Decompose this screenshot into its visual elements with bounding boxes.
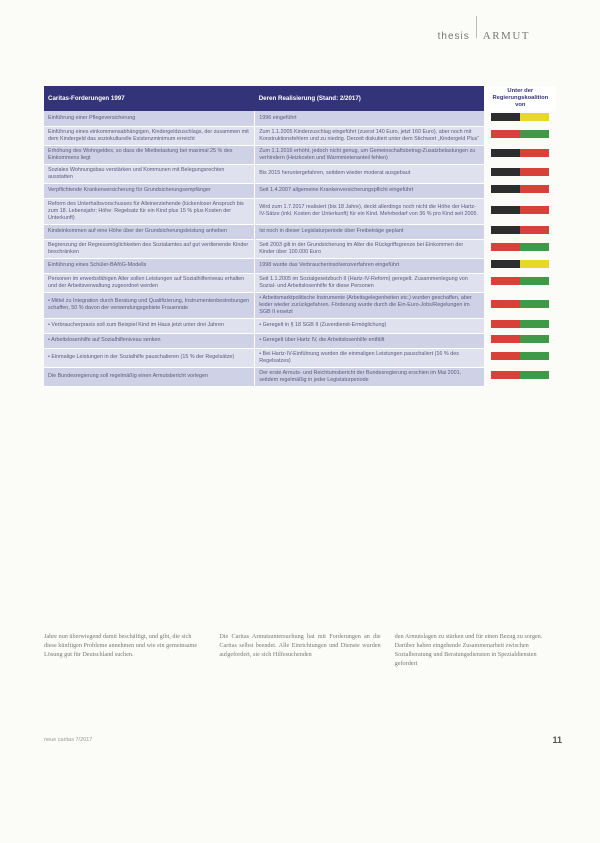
status-cell: Zum 1.1.2016 erhöht, jedoch nicht genug, um Gemeinschaftsbetrag-Zusatzbelastungen zu verhindern (Heizkosten und Warmmietenanteil fehlen) bbox=[255, 145, 484, 164]
coalition-cell bbox=[484, 273, 556, 292]
party-color-red bbox=[491, 352, 520, 360]
demand-cell: Einführung einer Pflegeversicherung bbox=[44, 111, 255, 126]
table-row bbox=[44, 258, 556, 273]
party-color-red bbox=[520, 168, 549, 176]
table-row bbox=[44, 164, 556, 183]
table-row bbox=[44, 145, 556, 164]
status-cell: • Arbeitsmarktpolitische Instrumente (Arbeitsgelegenheiten etc.) wurden geschaffen, aber leider wieder zurückgefahren. Förderung wurde durch die Ein-Euro-Jobs/Regelungen im SGB II ersetzt bbox=[255, 292, 484, 318]
header-keyword: thesis bbox=[437, 30, 470, 42]
table-row bbox=[44, 126, 556, 145]
status-cell: Seit 1.4.2007 allgemeine Krankenversicherungspflicht eingeführt bbox=[255, 183, 484, 198]
status-cell: Der erste Armuts- und Reichtumsbericht der Bundesregierung erschien im Mai 2001, seitdem regelmäßig in jeder Legislaturperiode bbox=[255, 367, 484, 386]
status-cell: 1998 wurde das Verbraucherinsolvenzverfahren eingeführt bbox=[255, 258, 484, 273]
party-color-green bbox=[520, 243, 549, 251]
page-number: 11 bbox=[552, 735, 562, 745]
status-cell: • Geregelt in § 18 SGB II (Zuverdienst-Ermöglichung) bbox=[255, 318, 484, 333]
table-row bbox=[44, 224, 556, 239]
demand-cell: Einführung eines Schüler-BAföG-Modells bbox=[44, 258, 255, 273]
party-color-green bbox=[520, 320, 549, 328]
demand-cell: Reform des Unterhaltsvorschusses für Alleinerziehende (lückenloser Anspruch bis zum 18. Lebensjahr; Höhe: Regelsatz für ein Kind plus 15 % plus Kosten der Unterkunft) bbox=[44, 198, 255, 224]
table-row bbox=[44, 333, 556, 348]
coalition-flag bbox=[491, 300, 549, 308]
coalition-flag bbox=[491, 149, 549, 157]
party-color-red bbox=[491, 300, 520, 308]
header-topic: ARMUT bbox=[482, 30, 530, 42]
party-color-yellow bbox=[520, 113, 549, 121]
coalition-cell bbox=[484, 258, 556, 273]
coalition-cell bbox=[484, 367, 556, 386]
coalition-flag bbox=[491, 168, 549, 176]
party-color-black bbox=[491, 113, 520, 121]
demand-cell: • Einmalige Leistungen in der Sozialhilfe pauschalieren (15 % der Regelsätze) bbox=[44, 348, 255, 367]
party-color-red bbox=[491, 320, 520, 328]
demand-cell: Erhöhung des Wohngeldes, so dass die Mietbelastung bei maximal 25 % des Einkommens liegt bbox=[44, 145, 255, 164]
body-column-3: den Armutslagen zu stärken und für einen Bezug zu sorgen. Darüber haben eingehende Zusammenarbeit zwischen Sozialberatung und Beratungsdiensten in Spezialdiensten gefordert bbox=[394, 633, 543, 667]
table-row bbox=[44, 292, 556, 318]
party-color-red bbox=[491, 371, 520, 379]
status-cell: Bis 2015 heruntergefahren, seitdem wieder moderat ausgebaut bbox=[255, 164, 484, 183]
party-color-red bbox=[520, 149, 549, 157]
coalition-flag bbox=[491, 277, 549, 285]
party-color-black bbox=[491, 206, 520, 214]
page-footer bbox=[44, 735, 562, 745]
demand-cell: • Verbraucherpraxis soll zum Beispiel Kind im Haus jetzt unter drei Jahren bbox=[44, 318, 255, 333]
demand-cell: Verpflichtende Krankenversicherung für Grundsicherungsempfänger bbox=[44, 183, 255, 198]
party-color-green bbox=[520, 130, 549, 138]
party-color-green bbox=[520, 277, 549, 285]
demand-cell: • Arbeitslosenhilfe auf Sozialhilfeniveau senken bbox=[44, 333, 255, 348]
caritas-demands-table bbox=[44, 86, 556, 387]
party-color-green bbox=[520, 335, 549, 343]
party-color-red bbox=[491, 335, 520, 343]
status-cell: Seit 1.1.2005 im Sozialgesetzbuch II (Hartz-IV-Reform) geregelt. Zusammenlegung von Sozial- und Arbeitslosenhilfe für diese Personen bbox=[255, 273, 484, 292]
coalition-cell bbox=[484, 239, 556, 258]
party-color-black bbox=[491, 168, 520, 176]
coalition-cell bbox=[484, 198, 556, 224]
party-color-black bbox=[491, 149, 520, 157]
party-color-red bbox=[491, 277, 520, 285]
coalition-cell bbox=[484, 145, 556, 164]
party-color-red bbox=[520, 206, 549, 214]
status-cell: 1996 eingeführt bbox=[255, 111, 484, 126]
coalition-flag bbox=[491, 206, 549, 214]
table-row bbox=[44, 318, 556, 333]
page-header bbox=[438, 30, 530, 42]
coalition-cell bbox=[484, 164, 556, 183]
party-color-green bbox=[520, 300, 549, 308]
coalition-flag bbox=[491, 320, 549, 328]
status-cell: Wird zum 1.7.2017 realisiert (bis 18 Jahre), deckt allerdings noch nicht die Höhe der Hartz-IV-Sätze (inkl. Kosten der Unterkunft) für ein Kind. Mehrbedarf von 36 % pro Kind seit 2005. bbox=[255, 198, 484, 224]
table-row bbox=[44, 367, 556, 386]
table-header-row bbox=[44, 86, 556, 111]
coalition-cell bbox=[484, 224, 556, 239]
coalition-cell bbox=[484, 333, 556, 348]
coalition-flag bbox=[491, 352, 549, 360]
demand-cell: Die Bundesregierung soll regelmäßig einen Armutsbericht vorlegen bbox=[44, 367, 255, 386]
table-row bbox=[44, 348, 556, 367]
coalition-cell bbox=[484, 126, 556, 145]
coalition-flag bbox=[491, 185, 549, 193]
demand-cell: Kindeinkommen auf eine Höhe über der Grundsicherungsleistung anheben bbox=[44, 224, 255, 239]
table-row bbox=[44, 198, 556, 224]
status-cell: Zum 1.1.2005 Kinderzuschlag eingeführt (zuerst 140 Euro, jetzt 160 Euro), aber noch mit Konstruktionsfehlern und zu niedrig. Derzeit diskutiert unter dem Stichwort „Kindergeld Plus“ bbox=[255, 126, 484, 145]
table-row bbox=[44, 273, 556, 292]
party-color-green bbox=[520, 352, 549, 360]
coalition-cell bbox=[484, 348, 556, 367]
demand-cell: • Mittel zu Integration durch Beratung und Qualifizierung, Instrumentenbestrebungen schaffen, 50 % davon der verwendungsgebiete Frauenrate bbox=[44, 292, 255, 318]
party-color-black bbox=[491, 226, 520, 234]
coalition-flag bbox=[491, 243, 549, 251]
coalition-flag bbox=[491, 335, 549, 343]
table-row bbox=[44, 183, 556, 198]
demand-cell: Soziales Wohnungsbau verstärken und Kommunen mit Belegungsrechten ausstatten bbox=[44, 164, 255, 183]
status-cell: Seit 2003 gilt in der Grundsicherung im Alter die Rückgriffsgrenze bei Einkommen der Kinder über 100.000 Euro bbox=[255, 239, 484, 258]
footer-source: neue caritas 7/2017 bbox=[44, 737, 93, 743]
coalition-cell bbox=[484, 183, 556, 198]
party-color-green bbox=[520, 371, 549, 379]
body-text bbox=[44, 632, 556, 668]
coalition-cell bbox=[484, 318, 556, 333]
party-color-red bbox=[491, 243, 520, 251]
table-row bbox=[44, 111, 556, 126]
party-color-red bbox=[520, 226, 549, 234]
header-divider bbox=[476, 16, 477, 38]
coalition-flag bbox=[491, 260, 549, 268]
header-demands: Caritas-Forderungen 1997 bbox=[44, 86, 255, 111]
demand-cell: Einführung eines einkommensabhängigen, Kindergeldzuschlags, der zusammen mit dem Kindergeld das soziokulturelle Existenzminimum erreicht bbox=[44, 126, 255, 145]
coalition-flag bbox=[491, 371, 549, 379]
header-coalition: Unter der Regierungskoalition von bbox=[484, 86, 556, 111]
coalition-flag bbox=[491, 226, 549, 234]
header-realisation: Deren Realisierung (Stand: 2/2017) bbox=[255, 86, 484, 111]
status-cell: Ist noch in dieser Legislaturperiode über Freibeträge geplant bbox=[255, 224, 484, 239]
party-color-red bbox=[491, 130, 520, 138]
coalition-flag bbox=[491, 113, 549, 121]
party-color-black bbox=[491, 185, 520, 193]
status-cell: • Geregelt über Hartz IV, die Arbeitslosenhilfe entfällt bbox=[255, 333, 484, 348]
table-row bbox=[44, 239, 556, 258]
party-color-black bbox=[491, 260, 520, 268]
status-cell: • Bei Hartz-IV-Einführung wurden die einmaligen Leistungen pauschaliert (16 % des Regelsatzes) bbox=[255, 348, 484, 367]
coalition-cell bbox=[484, 111, 556, 126]
demand-cell: Personen im erwerbsfähigen Alter sollen Leistungen auf Sozialhilfeniveau erhalten und der Arbeitsverwaltung zugeordnet werden bbox=[44, 273, 255, 292]
party-color-red bbox=[520, 185, 549, 193]
body-column-1: Jahre nun überwiegend damit beschäftigt, und gibt, die sich diese künftigen Probleme annehmen und wie ein gemeinsame Lösung gut für Deutschland suchen. bbox=[44, 633, 198, 658]
coalition-flag bbox=[491, 130, 549, 138]
demand-cell: Begrenzung der Regressmöglichkeiten des Sozialamtes auf gut verdienende Kinder beschränken bbox=[44, 239, 255, 258]
body-column-2: Die Caritas Armutsuntersuchung hat mit Forderungen an die Caritas selbst beendet. Alle Einrichtungen und Dienste wurden aufgefordert, sie sich Hilfesuchenden bbox=[219, 633, 381, 658]
coalition-cell bbox=[484, 292, 556, 318]
party-color-yellow bbox=[520, 260, 549, 268]
